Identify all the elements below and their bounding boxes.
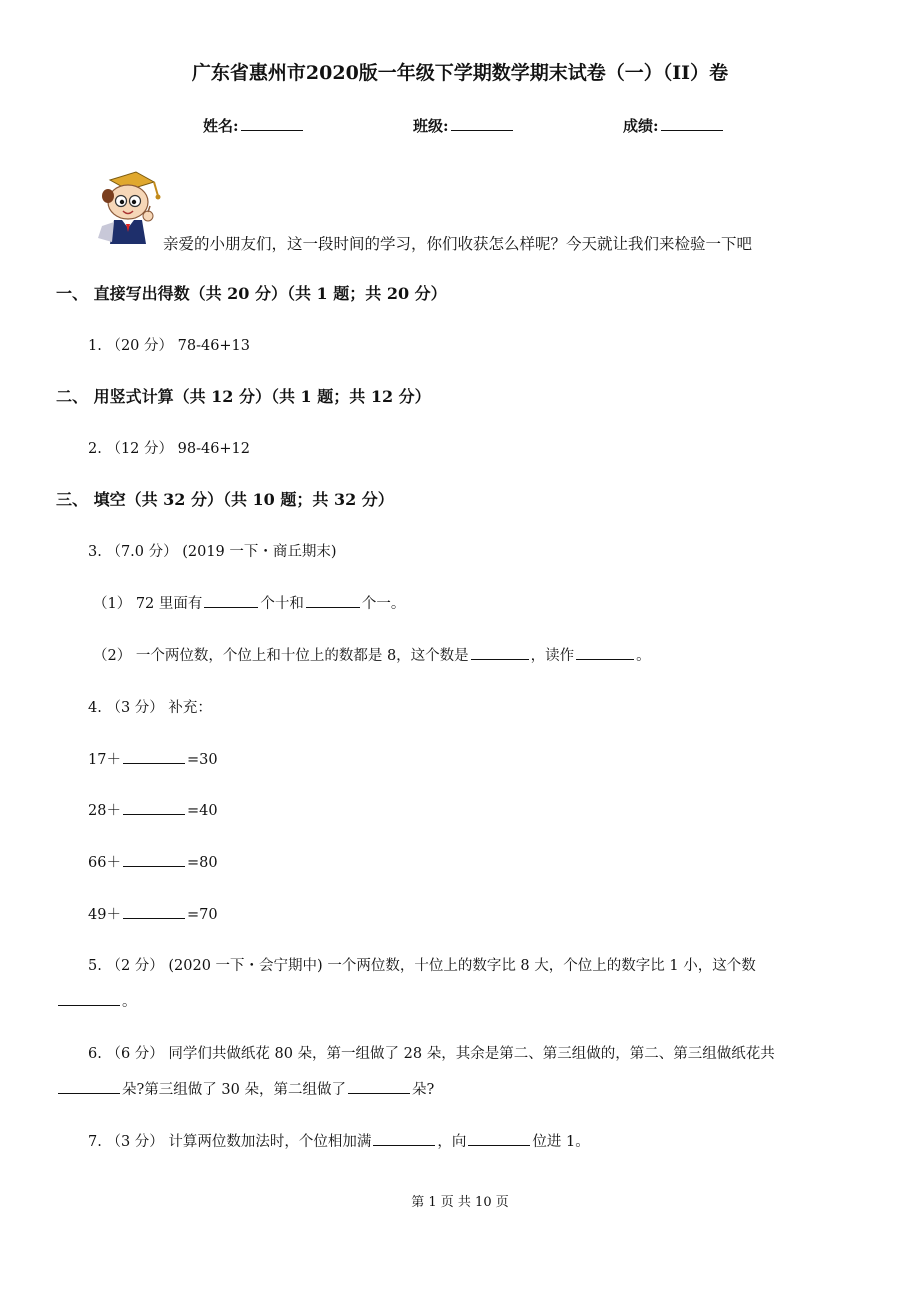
q3-2-blank-reading[interactable] — [576, 658, 634, 660]
q6-text-a: 朵?第三组做了 30 朵，第二组做了 — [122, 1082, 346, 1098]
question-3-part-1 — [93, 592, 405, 613]
q7-blank-full[interactable] — [373, 1144, 435, 1146]
name-label: 姓名: — [203, 117, 239, 135]
q4-item-1-blank[interactable] — [123, 762, 185, 764]
q6-text-b: 朵? — [411, 1082, 435, 1098]
page-footer: 第 1 页 共 10 页 — [411, 1195, 509, 1210]
q3-1-text-c: 个一。 — [361, 596, 406, 612]
q4-item-2-left: 28＋ — [88, 803, 121, 819]
class-label: 班级: — [413, 117, 449, 135]
score-label: 成绩: — [623, 117, 659, 135]
question-5-line-2 — [56, 990, 137, 1011]
q4-item-3-left: 66＋ — [88, 855, 121, 871]
q5-end: 。 — [122, 994, 137, 1010]
q4-item-1-right: =30 — [186, 752, 218, 768]
question-6-line-2 — [56, 1078, 434, 1099]
q6-blank-total[interactable] — [58, 1092, 120, 1094]
mascot-illustration — [92, 168, 166, 248]
q4-item-3-right: =80 — [186, 855, 218, 871]
q4-item-2-blank[interactable] — [123, 813, 185, 815]
q3-1-blank-tens[interactable] — [204, 606, 258, 608]
question-5: 5. （2 分） (2020 一下・会宁期中) 一个两位数，十位上的数字比 8 大，个位上的数字比 1 小，这个数 — [88, 958, 756, 974]
q4-item-4-right: =70 — [186, 907, 218, 923]
q4-item-4-left: 49＋ — [88, 907, 121, 923]
question-6: 6. （6 分） 同学们共做纸花 80 朵，第一组做了 28 朵，其余是第二、第三组做的，第二、第三组做纸花共 — [88, 1046, 775, 1062]
q4-item-1 — [88, 748, 218, 769]
name-field — [203, 115, 305, 136]
q7-text-c: 位进 1。 — [532, 1134, 590, 1150]
class-blank[interactable] — [451, 129, 513, 131]
q4-item-3-blank[interactable] — [123, 865, 185, 867]
q4-item-4 — [88, 903, 218, 924]
q3-1-text-a: （1） 72 里面有 — [93, 596, 203, 612]
page-title: 广东省惠州市2020版一年级下学期数学期末试卷（一）（II）卷 — [191, 62, 729, 84]
q4-item-4-blank[interactable] — [123, 917, 185, 919]
score-blank[interactable] — [661, 129, 723, 131]
q4-item-2-right: =40 — [186, 803, 218, 819]
question-3: 3. （7.0 分） (2019 一下・商丘期末) — [88, 544, 337, 560]
q7-text-b: ，向 — [437, 1134, 467, 1150]
q4-item-3 — [88, 851, 218, 872]
name-blank[interactable] — [241, 129, 303, 131]
question-7 — [88, 1130, 590, 1151]
question-1: 1. （20 分） 78-46+13 — [88, 338, 251, 354]
q3-2-text-a: （2） 一个两位数，个位上和十位上的数都是 8，这个数是 — [93, 648, 469, 664]
section-heading-2: 二、 用竖式计算（共 12 分）（共 1 题；共 12 分） — [56, 387, 431, 406]
question-4: 4. （3 分） 补充： — [88, 700, 212, 716]
class-field — [413, 115, 515, 136]
q7-blank-place[interactable] — [468, 1144, 530, 1146]
section-heading-3: 三、 填空（共 32 分）（共 10 题；共 32 分） — [56, 490, 394, 509]
q7-text-a: 7. （3 分） 计算两位数加法时，个位相加满 — [88, 1134, 372, 1150]
question-2: 2. （12 分） 98-46+12 — [88, 441, 251, 457]
q3-2-text-c: 。 — [636, 648, 651, 664]
q5-blank[interactable] — [58, 1004, 120, 1006]
greeting-text: 亲爱的小朋友们，这一段时间的学习，你们收获怎么样呢？今天就让我们来检验一下吧 — [163, 235, 753, 253]
score-field — [623, 115, 725, 136]
question-3-part-2 — [93, 644, 651, 665]
q3-1-blank-ones[interactable] — [306, 606, 360, 608]
q3-2-text-b: ，读作 — [530, 648, 575, 664]
section-heading-1: 一、 直接写出得数（共 20 分）（共 1 题；共 20 分） — [56, 284, 447, 303]
q3-2-blank-number[interactable] — [471, 658, 529, 660]
q3-1-text-b: 个十和 — [260, 596, 304, 612]
q4-item-2 — [88, 799, 218, 820]
q4-item-1-left: 17＋ — [88, 752, 121, 768]
q6-blank-group2[interactable] — [348, 1092, 410, 1094]
